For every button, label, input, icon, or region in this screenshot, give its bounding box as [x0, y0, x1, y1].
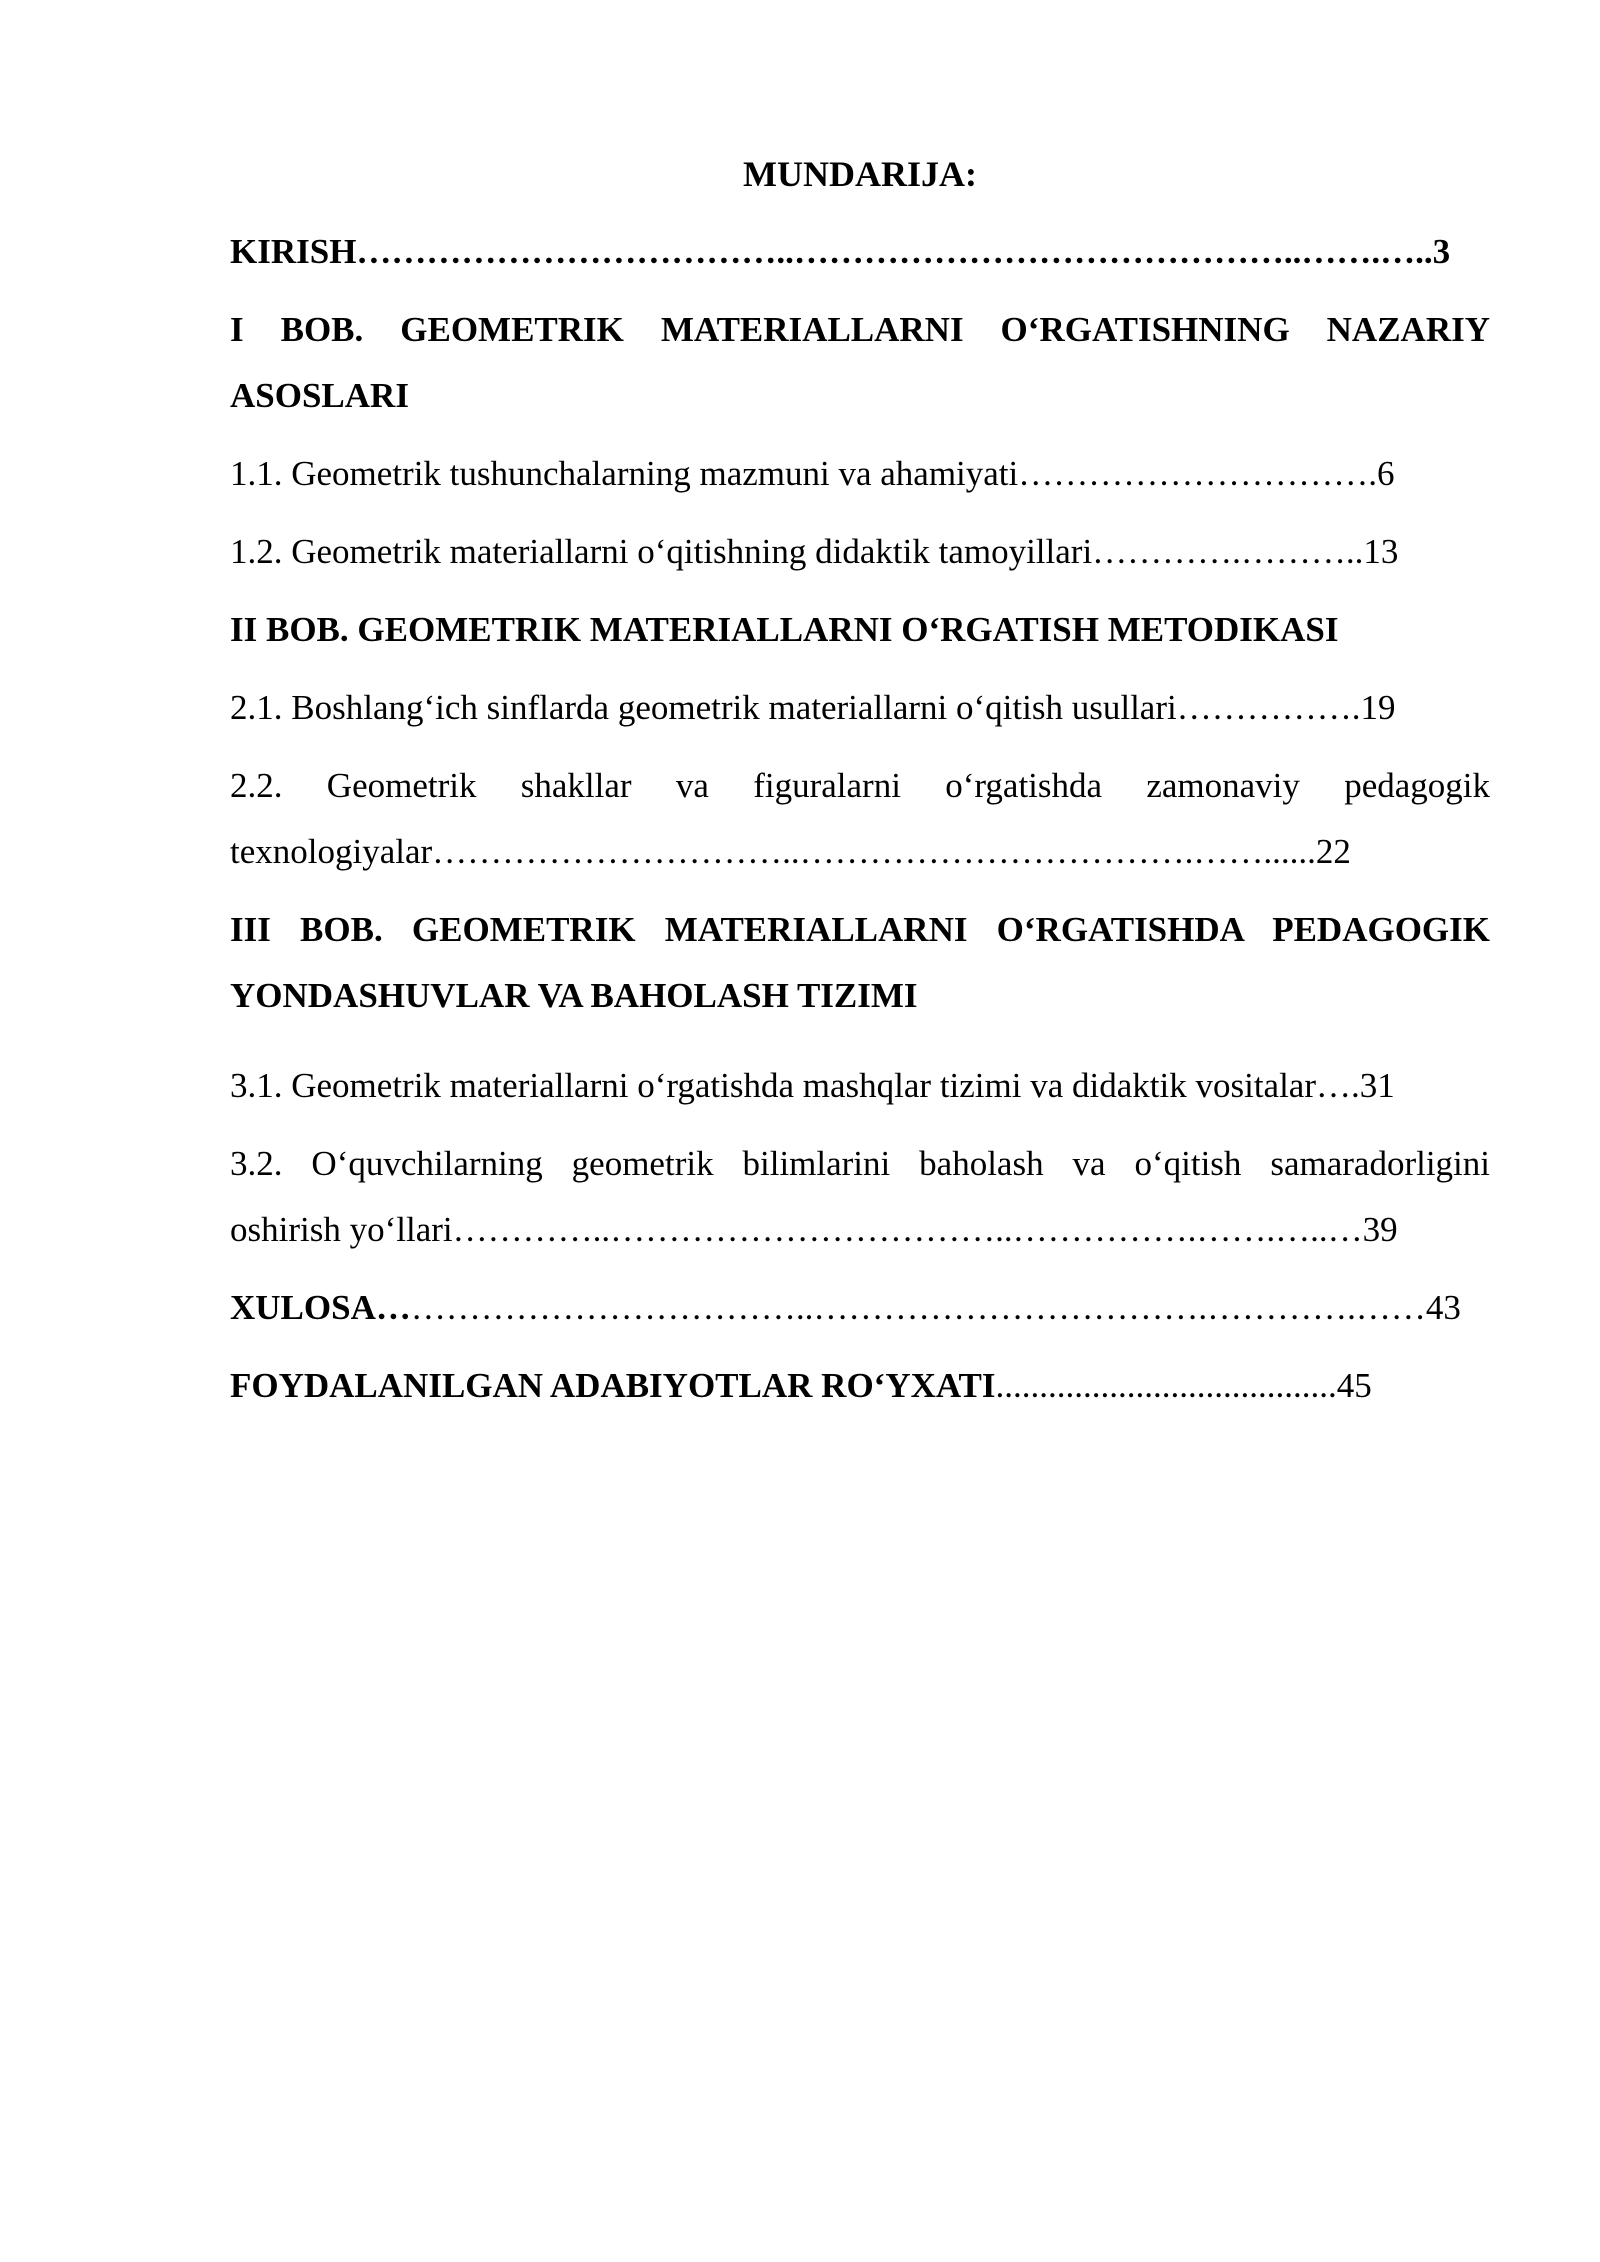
toc-entry-adabiyotlar [230, 1364, 1490, 1408]
toc-title: MUNDARIJA: [743, 154, 977, 194]
adabiyotlar-label: FOYDALANILGAN ADABIYOTLAR RO‘YXATI [230, 1366, 996, 1405]
toc-section-1-2: 1.2. Geometrik materiallarni o‘qitishning didaktik tamoyillari………….………..13 [230, 532, 1399, 571]
toc-section-2-2-line-1: 2.2. Geometrik shakllar va figuralarni o‘rgatishda zamonaviy pedagogik [230, 766, 1490, 805]
toc-section-3-2-line-1: 3.2. O‘quvchilarning geometrik bilimlarini baholash va o‘qitish samaradorligini [230, 1144, 1490, 1183]
toc-entry-xulosa [230, 1286, 1490, 1330]
toc-chapter-3-line-2: YONDASHUVLAR VA BAHOLASH TIZIMI [230, 976, 918, 1015]
toc-chapter-1-line-2: ASOSLARI [230, 376, 409, 415]
xulosa-label: XULOSA… [230, 1288, 411, 1327]
toc-chapter-3-line-1: III BOB. GEOMETRIK MATERIALLARNI O‘RGATISHDA PEDAGOGIK [230, 910, 1490, 949]
toc-chapter-1-line-1: I BOB. GEOMETRIK MATERIALLARNI O‘RGATISHNING NAZARIY [230, 310, 1490, 349]
toc-chapter-2: II BOB. GEOMETRIK MATERIALLARNI O‘RGATISH METODIKASI [230, 610, 1339, 649]
toc-section-1-1: 1.1. Geometrik tushunchalarning mazmuni va ahamiyati………………………….6 [230, 454, 1395, 493]
toc-section-3-1: 3.1. Geometrik materiallarni o‘rgatishda mashqlar tizimi va didaktik vositalar….31 [230, 1066, 1395, 1105]
toc-section-3-2-line-2: oshirish yo‘llari…………..……………………………..…………….…….…..…39 [230, 1210, 1398, 1249]
adabiyotlar-leader-page: .......................................45 [995, 1366, 1372, 1405]
toc-section-2-2-line-2: texnologiyalar…………………………..…………………………….……......22 [230, 832, 1351, 871]
toc-entry-kirish: KIRISH………………………………..……………………………………..…….…..3 [230, 232, 1451, 271]
xulosa-leader-page: ……………………………..…………………………….………….……43 [410, 1288, 1461, 1327]
toc-section-2-1: 2.1. Boshlang‘ich sinflarda geometrik materiallarni o‘qitish usullari…………….19 [230, 688, 1396, 727]
